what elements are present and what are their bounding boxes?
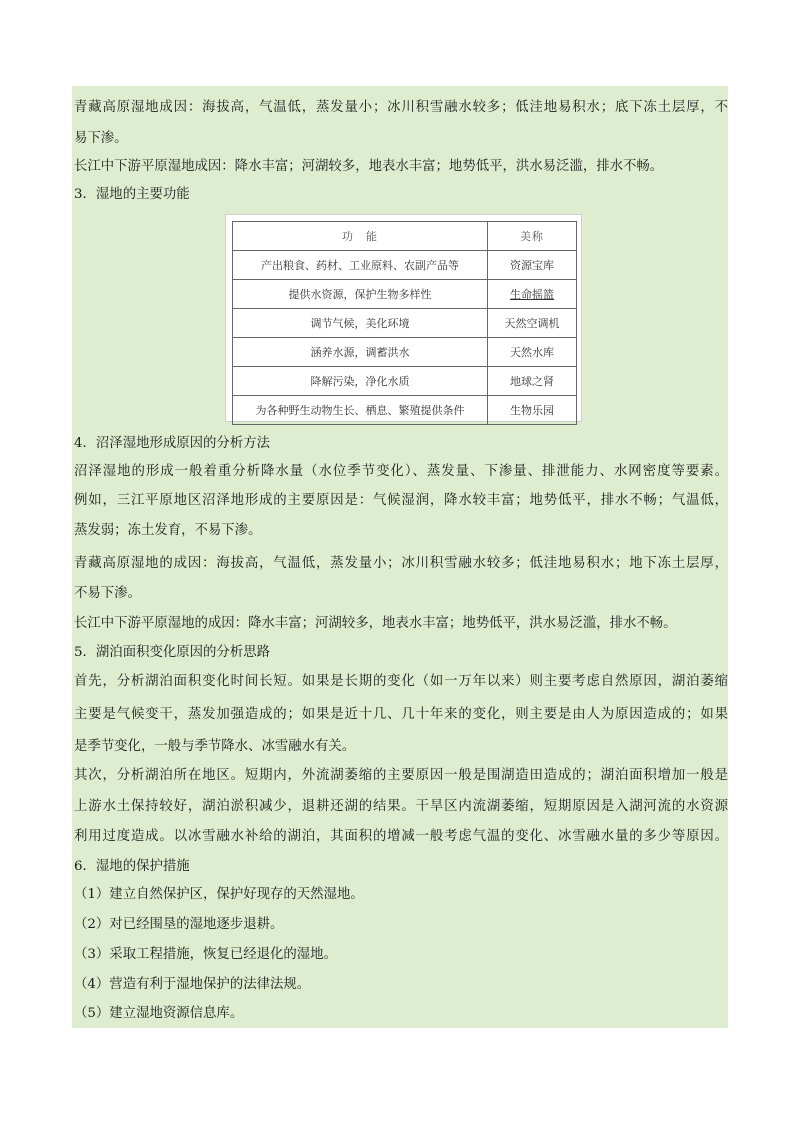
text-line: 沼泽湿地的形成一般着重分析降水量（水位季节变化）、蒸发量、下渗量、排泄能力、水网密度等要素。 <box>74 464 728 479</box>
table-cell: 降解污染，净化水质 <box>233 367 488 396</box>
table-cell: 天然空调机 <box>488 309 577 338</box>
list-item: （1）建立自然保护区，保护好现存的天然湿地。 <box>74 887 364 902</box>
list-item: （4）营造有利于湿地保护的法律法规。 <box>74 977 311 992</box>
table-cell: 天然水库 <box>488 338 577 367</box>
table-row <box>233 367 577 396</box>
text-line: 蒸发弱；冻土发育，不易下渗。 <box>74 523 262 538</box>
table-row <box>233 280 577 309</box>
section-heading: 4．沼泽湿地形成原因的分析方法 <box>74 436 270 451</box>
section-heading: 6．湿地的保护措施 <box>74 859 190 874</box>
text-line: 长江中下游平原湿地成因：降水丰富；河湖较多，地表水丰富；地势低平，洪水易泛滥，排水不畅。 <box>74 159 664 174</box>
text-line: 青藏高原湿地成因：海拔高，气温低，蒸发量小；冰川积雪融水较多；低洼地易积水；底下冻土层厚，不 <box>74 100 728 115</box>
table-row <box>233 338 577 367</box>
text-line: 是季节变化，一般与季节降水、冰雪融水有关。 <box>74 739 356 754</box>
text-line: 例如，三江平原地区沼泽地形成的主要原因是：气候湿润，降水较丰富；地势低平，排水不畅；气温低， <box>74 493 728 508</box>
text-line: 上游水土保持较好，湖泊淤积减少，退耕还湖的结果。干旱区内流湖萎缩，短期原因是入湖河流的水资源 <box>74 799 728 814</box>
table-cell: 地球之肾 <box>488 367 577 396</box>
text-line: 长江中下游平原湿地的成因：降水丰富；河湖较多，地表水丰富；地势低平，洪水易泛滥，排水不畅。 <box>74 616 677 631</box>
table-cell: 产出粮食、药材、工业原料、农副产品等 <box>233 251 488 280</box>
table-cell: 资源宝库 <box>488 251 577 280</box>
section-heading: 3．湿地的主要功能 <box>74 187 190 202</box>
list-item: （3）采取工程措施，恢复已经退化的湿地。 <box>74 947 337 962</box>
table-header-row <box>233 222 577 251</box>
wetland-function-table-image <box>225 214 582 422</box>
table-row <box>233 309 577 338</box>
text-line: 主要是气候变干，蒸发加强造成的；如果是近十几、几十年来的变化，则主要是由人为原因造成的；如果 <box>74 707 728 722</box>
text-line: 青藏高原湿地的成因：海拔高，气温低，蒸发量小；冰川积雪融水较多；低洼地易积水；地下冻土层厚， <box>74 556 728 571</box>
section-heading: 5．湖泊面积变化原因的分析思路 <box>74 645 270 660</box>
table-cell: 为各种野生动物生长、栖息、繁殖提供条件 <box>233 396 488 425</box>
table-row <box>233 396 577 425</box>
table-cell: 调节气候，美化环境 <box>233 309 488 338</box>
table-header-cell: 功 能 <box>233 222 488 251</box>
table-cell: 提供水资源，保护生物多样性 <box>233 280 488 309</box>
table-row <box>233 251 577 280</box>
table-cell: 涵养水源，调蓄洪水 <box>233 338 488 367</box>
text-line: 其次，分析湖泊所在地区。短期内，外流湖萎缩的主要原因一般是围湖造田造成的；湖泊面积增加一般是 <box>74 768 728 783</box>
text-line: 利用过度造成。以冰雪融水补给的湖泊，其面积的增减一般考虑气温的变化、冰雪融水量的多少等原因。 <box>74 829 728 844</box>
table-header-cell: 美称 <box>488 222 577 251</box>
wetland-function-table <box>232 221 577 425</box>
text-line: 首先，分析湖泊面积变化时间长短。如果是长期的变化（如一万年以来）则主要考虑自然原因，湖泊萎缩 <box>74 674 728 689</box>
table-cell: 生物乐园 <box>488 396 577 425</box>
list-item: （5）建立湿地资源信息库。 <box>74 1006 244 1021</box>
text-line: 不易下渗。 <box>74 586 141 601</box>
list-item: （2）对已经围垦的湿地逐步退耕。 <box>74 917 284 932</box>
table-cell: 生命摇篮 <box>488 280 577 309</box>
text-line: 易下渗。 <box>74 131 128 146</box>
